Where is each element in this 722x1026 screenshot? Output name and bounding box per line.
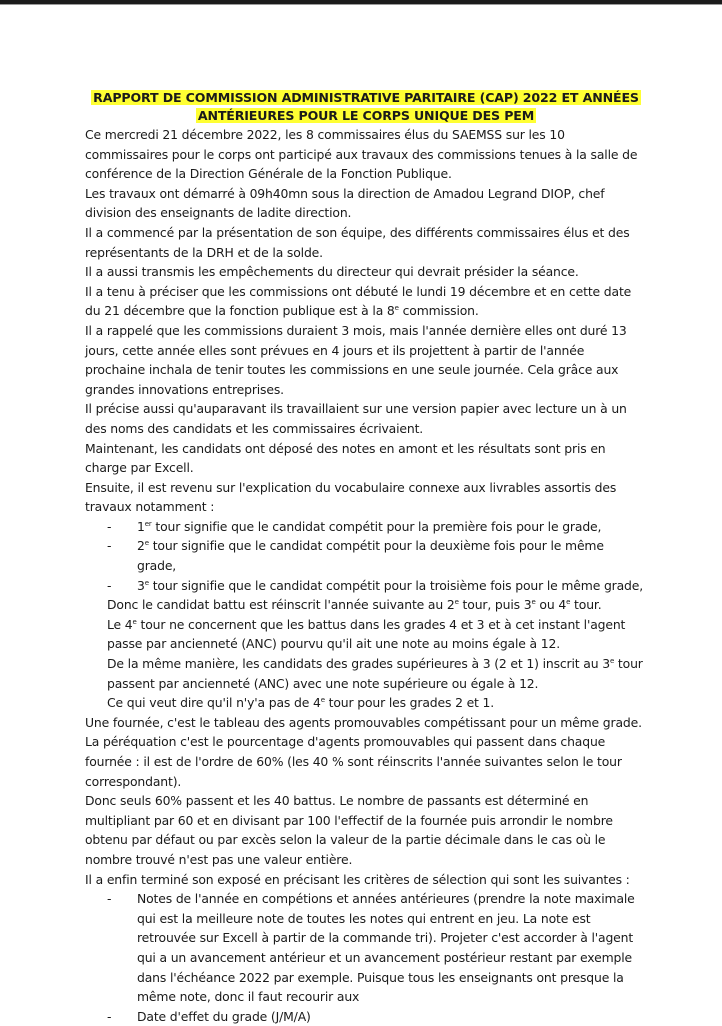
text: tour ne concernent que les battus dans les grades 4 et 3 et à cet instant l'agent passe par ancienneté (ANC) pourvu qu'il ait une note au moins égale à 12. xyxy=(107,616,626,652)
superscript: e xyxy=(531,598,536,607)
indented-paragraph xyxy=(85,693,645,713)
paragraph: Il a aussi transmis les empêchements du directeur qui devrait présider la séance. xyxy=(85,264,579,280)
superscript: er xyxy=(144,519,152,528)
paragraph: Il a enfin terminé son exposé en précisant les critères de sélection qui sont les suivantes : xyxy=(85,871,630,887)
paragraph: Les travaux ont démarré à 09h40mn sous la direction de Amadou Legrand DIOP, chef division des enseignants de ladite direction. xyxy=(85,185,605,221)
paragraph: Ce mercredi 21 décembre 2022, les 8 commissaires élus du SAEMSS sur les 10 commissaires pour le corps ont participé aux travaux des commissions tenues à la salle de conférence de la Direction Générale de la Fonction Publique. xyxy=(85,127,638,182)
text: Ce qui veut dire qu'il n'y'a pas de 4 xyxy=(107,695,321,711)
superscript: e xyxy=(454,598,459,607)
top-bar xyxy=(0,0,722,5)
paragraph-text: commission. xyxy=(398,303,479,319)
indented-paragraph xyxy=(85,615,645,654)
title-line-1: RAPPORT DE COMMISSION ADMINISTRATIVE PARITAIRE (CAP) 2022 ET ANNÉES xyxy=(93,90,639,105)
tour-number: 3 xyxy=(137,577,145,593)
list-item xyxy=(107,536,645,575)
paragraph: Maintenant, les candidats ont déposé des notes en amont et les résultats sont pris en charge par Excell. xyxy=(85,440,606,476)
list-item xyxy=(107,576,645,596)
paragraph: Il a commencé par la présentation de son équipe, des différents commissaires élus et des représentants de la DRH et de la solde. xyxy=(85,224,630,260)
paragraph: Une fournée, c'est le tableau des agents promouvables compétissant pour un même grade. xyxy=(85,714,642,730)
text: tour passent par ancienneté (ANC) avec une note supérieure ou égale à 12. xyxy=(107,656,643,691)
paragraph: Il a rappelé que les commissions duraient 3 mois, mais l'année dernière elles ont duré 13 jours, cette année elles sont prévues en 4 jours et ils projettent à partir de l'année prochaine inchala de tenir toutes les commissions en une seule journée. Cela grâce aux grandes innovations entreprises. xyxy=(85,322,627,397)
indented-paragraph xyxy=(85,595,645,615)
list-item-text: tour signifie que le candidat compétit pour la première fois pour le grade, xyxy=(151,518,602,534)
superscript: e xyxy=(394,304,399,313)
paragraph: Ensuite, il est revenu sur l'explication du vocabulaire connexe aux livrables assortis des travaux notamment : xyxy=(85,479,617,515)
paragraph: Donc seuls 60% passent et les 40 battus. Le nombre de passants est déterminé en multipliant par 60 et en divisant par 100 l'effectif de la fournée puis arrondir le nombre obtenu par défaut ou par excès selon la valeur de la partie décimale dans le cas où le nombre trouvé n'est pas une valeur entière. xyxy=(85,793,613,867)
tour-list xyxy=(85,517,645,595)
text: tour pour les grades 2 et 1. xyxy=(324,695,495,711)
text: tour. xyxy=(570,597,602,613)
paragraph xyxy=(85,282,645,321)
superscript: e xyxy=(144,539,149,548)
superscript: e xyxy=(132,617,137,626)
text: De la même manière, les candidats des grades supérieures à 3 (2 et 1) inscrit au 3 xyxy=(107,656,610,672)
paragraph-text: Il a tenu à préciser que les commissions ont débuté le lundi 19 décembre et en cette date du 21 décembre que la fonction publique est à la 8 xyxy=(85,283,632,319)
superscript: e xyxy=(609,657,615,666)
list-item xyxy=(107,517,645,537)
document-page xyxy=(85,89,645,1026)
superscript: e xyxy=(144,578,149,587)
paragraph: Il précise aussi qu'auparavant ils travaillaient sur une version papier avec lecture un à un des noms des candidats et les commissaires écrivaient. xyxy=(85,401,627,436)
criteria-list xyxy=(85,889,645,1026)
tour-number: 1 xyxy=(137,518,145,534)
text: Le 4 xyxy=(107,616,133,632)
list-item: - Notes de l'année en compétions et années antérieures (prendre la note maximale qui est la meilleure note de toutes les notes qui entrent en jeu. La note est retrouvée sur Excell à partir de la commande tri). Projeter c'est accorder à l'agent qui a un avancement antérieur et un avancement postérieur restant par exemple dans l'échéance 2022 par exemple. Puisque tous les enseignants ont presque la même note, donc il faut recourir aux xyxy=(107,889,645,1007)
tour-number: 2 xyxy=(137,538,145,554)
list-item-text: tour signifie que le candidat compétit pour la troisième fois pour le même grade, xyxy=(148,577,644,593)
text: Donc le candidat battu est réinscrit l'année suivante au 2 xyxy=(107,597,455,613)
title-line-2: ANTÉRIEURES POUR LE CORPS UNIQUE DES PEM xyxy=(197,108,535,123)
text: tour, puis 3 xyxy=(458,597,532,613)
indented-paragraph xyxy=(85,654,645,693)
text: ou 4 xyxy=(535,597,567,613)
list-item: - Date d'effet du grade (J/M/A) xyxy=(107,1007,645,1026)
paragraph: La péréquation c'est le pourcentage d'agents promouvables qui passent dans chaque fournée : il est de l'ordre de 60% (les 40 % sont réinscrits l'année suivantes selon le tour correspondant). xyxy=(85,734,622,789)
superscript: e xyxy=(320,696,325,705)
document-title xyxy=(81,89,651,125)
superscript: e xyxy=(566,598,571,607)
list-item-text: tour signifie que le candidat compétit pour la deuxième fois pour le même grade, xyxy=(137,538,604,574)
